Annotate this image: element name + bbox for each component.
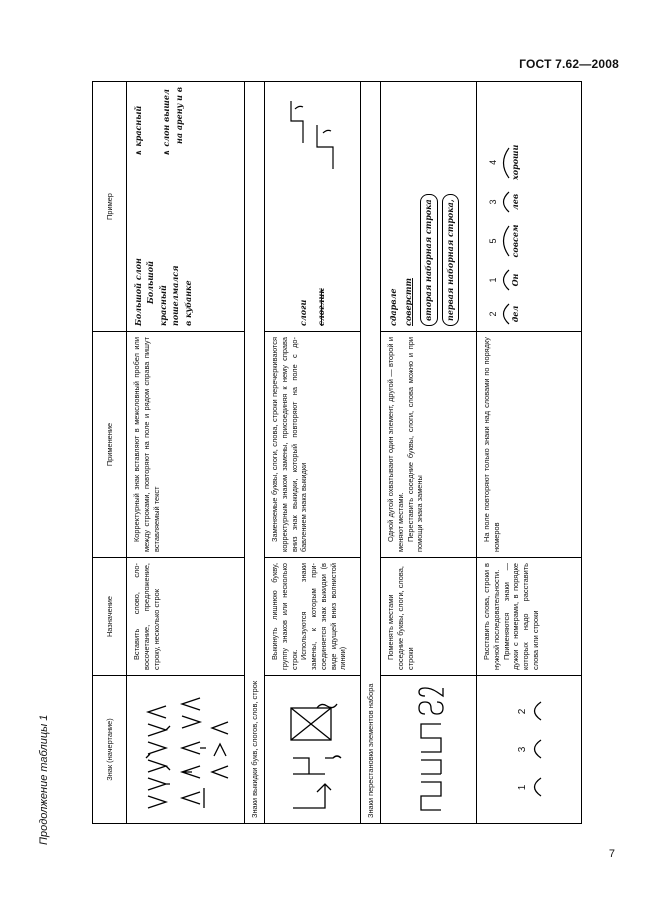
- insert-example: Большойслон Большой красный пошелмался в кубанке ∧ красный ∧ слон вышел на арену и в: [127, 82, 245, 332]
- arc-mark-icon: [500, 268, 510, 292]
- swap-purpose: [381, 558, 477, 676]
- delete-purpose-p2: Используются знаки замены, к которым присоединяется знак выкидки (в виде идущей вниз волнистой линии): [299, 563, 348, 670]
- example-word: слоги: [297, 299, 308, 326]
- reorder-word-number: 2: [488, 311, 498, 317]
- swap-purpose-text: Поменять местами соседние буквы, слоги, слова, строки: [386, 566, 415, 670]
- reorder-word: [488, 145, 520, 180]
- insert-marks-graphic: [136, 684, 236, 818]
- standard-header: ГОСТ 7.62—2008: [519, 57, 619, 71]
- delete-example: [265, 82, 361, 332]
- col-header-sign: Знак (начертание): [93, 676, 127, 824]
- reorder-purpose-p2: Применяются знаки — дужки с номерами, в порядке которых надо расставить слова или строки: [501, 563, 540, 670]
- example-word: на арену и в: [174, 87, 185, 144]
- reorder-purpose-p1: Расставить слова, строки в нужной последовательности.: [482, 563, 501, 670]
- col-header-example: Пример: [93, 82, 127, 332]
- section-title-transposition: Знаки перестановки элементов набора: [361, 82, 381, 824]
- reorder-mark: [516, 777, 541, 799]
- insert-usage-text: Корректурный знак вставляют в межсловный пробел или между строками, повторяют на поле и рядом справа пишут вставляемый текст: [132, 337, 161, 552]
- insert-usage: [127, 332, 245, 558]
- reorder-mark-number: 2: [517, 708, 529, 715]
- table-row: [477, 82, 582, 824]
- swap-marks-graphic: [399, 684, 459, 818]
- table-continuation-caption: Продолжение таблицы 1: [38, 714, 50, 845]
- reorder-word: [488, 302, 520, 326]
- section-row: [245, 82, 265, 824]
- insert-purpose: [127, 558, 245, 676]
- swap-usage-p2: Переставить соседние буквы, слоги, слова можно и при помощи знака замены: [405, 337, 425, 552]
- reorder-word-number: 3: [488, 199, 498, 205]
- arc-mark-icon: [530, 739, 542, 761]
- arc-mark-icon: [530, 701, 542, 723]
- example-word: в кубанке: [182, 280, 193, 326]
- swap-usage: [381, 332, 477, 558]
- delete-purpose-p1: Выкинуть лишнюю букву, группу знаков или несколько строк.: [270, 563, 299, 670]
- reorder-word: [488, 190, 520, 214]
- delete-usage: [265, 332, 361, 558]
- example-word: красный: [133, 105, 143, 147]
- reorder-word-number: 1: [488, 277, 498, 283]
- example-word: сдарвле: [388, 288, 398, 326]
- table-header-row: [93, 82, 127, 824]
- reorder-word-number: 4: [488, 159, 498, 165]
- reorder-word-number: 5: [488, 238, 498, 244]
- example-line: вторая наборная строка: [420, 194, 437, 326]
- reorder-word-text: совсем: [509, 224, 520, 258]
- example-word: соверстт: [403, 278, 414, 326]
- swap-marks-cell: [381, 676, 477, 824]
- reorder-purpose: [477, 558, 582, 676]
- correction-marks-table: [92, 81, 582, 824]
- swap-example: [381, 82, 477, 332]
- reorder-example: [477, 82, 582, 332]
- reorder-mark: [516, 701, 541, 723]
- delete-marks-cell: [265, 676, 361, 824]
- table-row: [381, 82, 477, 824]
- example-word: красный: [157, 285, 168, 326]
- delete-marks-graphic: [273, 684, 353, 818]
- reorder-usage: [477, 332, 582, 558]
- reorder-word-text: хороши: [509, 144, 520, 180]
- delete-purpose: [265, 558, 361, 676]
- example-word: слон вышел: [160, 89, 171, 147]
- swap-usage-p1: Одной дугой охватывают один элемент, другой — второй и меняют местами.: [386, 337, 405, 552]
- reorder-usage-text: На поле повторяют только знаки над словами по порядку номеров: [482, 337, 501, 552]
- example-word: Большой: [133, 283, 143, 326]
- reorder-word-text: лев: [509, 193, 520, 211]
- section-row: [361, 82, 381, 824]
- section-title-deletion: Знаки выкидки букв, слогов, слов, строк: [245, 82, 265, 824]
- rotated-table-container: [92, 82, 582, 824]
- table-row: [265, 82, 361, 824]
- reorder-mark-number: 1: [517, 784, 529, 791]
- insert-purpose-text: Вставить слово, словосочетание, предложение, строку, несколько строк: [132, 563, 161, 670]
- arc-mark-icon: [500, 146, 510, 180]
- example-word: слоглик: [315, 288, 326, 326]
- reorder-marks-cell: [477, 676, 582, 824]
- reorder-word-text: Он: [509, 273, 520, 287]
- example-word: пошелмался: [170, 265, 181, 326]
- table-row: [127, 82, 245, 824]
- reorder-mark-number: 3: [517, 746, 529, 753]
- insert-marks-cell: [127, 676, 245, 824]
- delete-usage-text: Заменяемые буквы, слоги, слова, строки перечеркиваются корректурным знаком замены, присоединяя к нему справа вниз знак выкидки, который повторяют на поле с добавлением знака выкидки: [270, 337, 309, 552]
- reorder-word-text: дел: [509, 305, 520, 323]
- arc-mark-icon: [500, 302, 510, 326]
- page-number: 7: [608, 848, 615, 860]
- example-line: первая наборная строка,: [442, 194, 459, 326]
- arc-mark-icon: [530, 777, 542, 799]
- example-word: слон: [133, 258, 143, 281]
- example-word: Большой: [145, 261, 156, 304]
- reorder-word: [488, 224, 520, 258]
- reorder-mark: [516, 739, 541, 761]
- reorder-word: [488, 268, 520, 292]
- col-header-purpose: Назначение: [93, 558, 127, 676]
- arc-mark-icon: [500, 224, 510, 258]
- arc-mark-icon: [500, 190, 510, 214]
- delete-example-marks: [283, 87, 343, 177]
- col-header-usage: Применение: [93, 332, 127, 558]
